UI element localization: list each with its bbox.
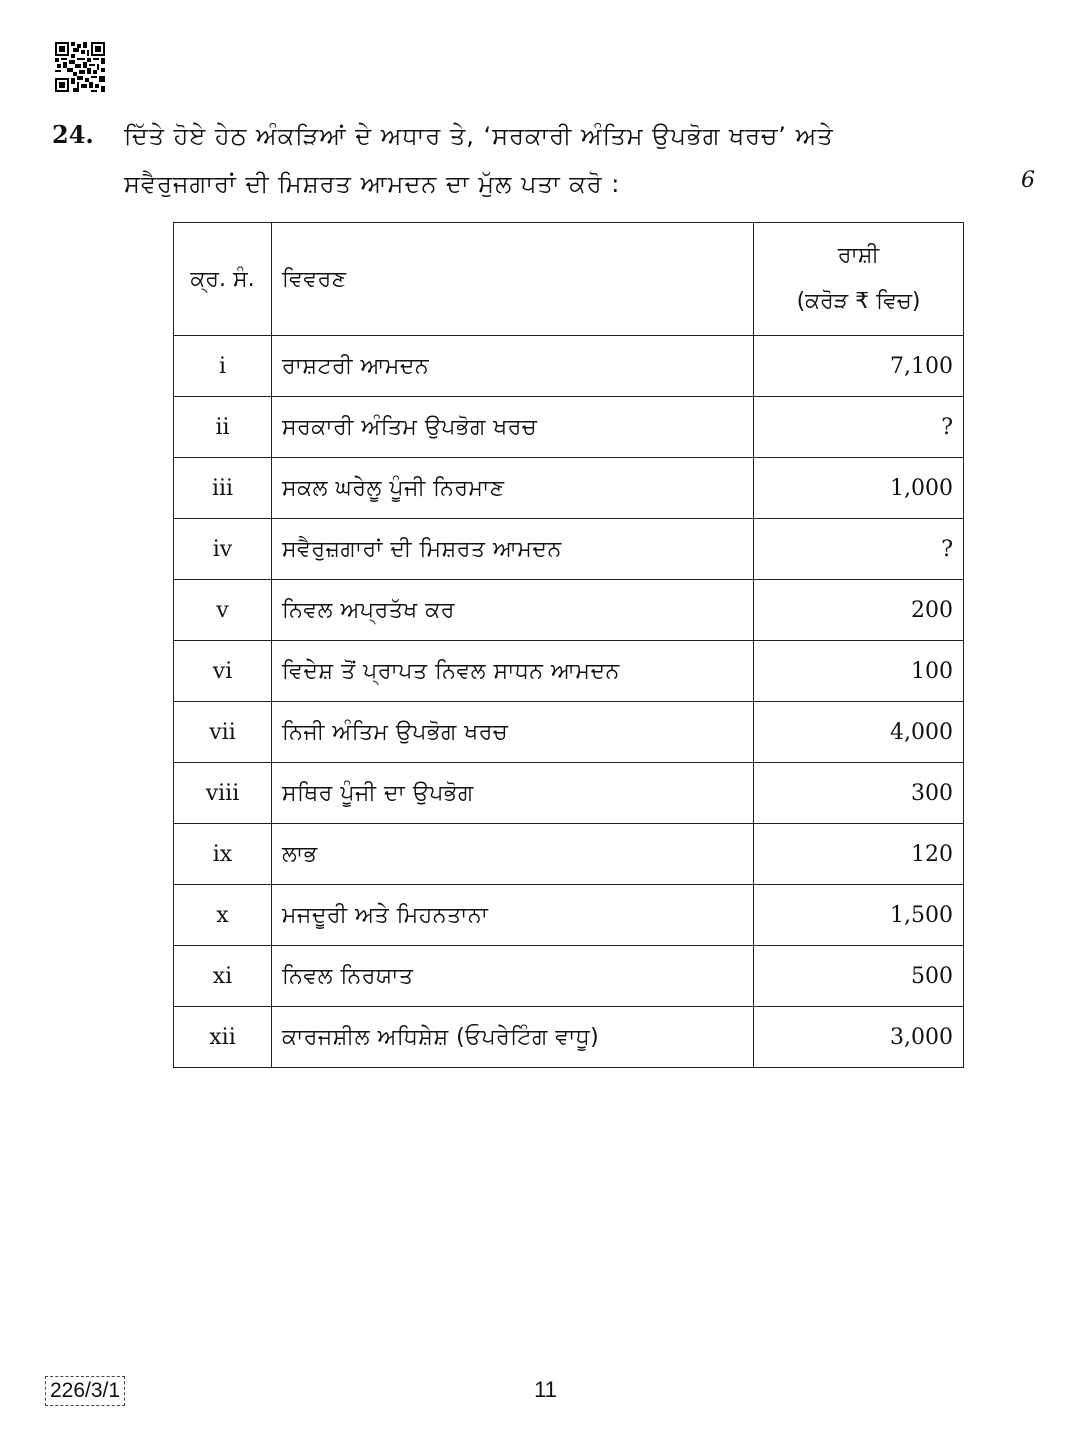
table-row xyxy=(174,885,964,946)
row-description: ਕਾਰਜਸ਼ੀਲ ਅਧਿਸ਼ੇਸ਼ (ਓਪਰੇਟਿੰਗ ਵਾਧੂ) xyxy=(272,1007,754,1068)
question-line-2: ਸਵੈਰੁਜਗਾਰਾਂ ਦੀ ਮਿਸ਼ਰਤ ਆਮਦਨ ਦਾ ਮੁੱਲ ਪਤਾ ਕਰੋ : xyxy=(124,170,621,198)
table-row xyxy=(174,397,964,458)
row-description: ਸਰਕਾਰੀ ਅੰਤਿਮ ਉਪਭੋਗ ਖਰਚ xyxy=(272,397,754,458)
paper-code: 226/3/1 xyxy=(45,1376,125,1406)
qr-code-icon xyxy=(54,42,106,92)
row-description: ਨਿਵਲ ਨਿਰਯਾਤ xyxy=(272,946,754,1007)
row-amount: 500 xyxy=(754,946,964,1007)
data-table xyxy=(173,222,964,1068)
header-amount xyxy=(754,223,964,336)
table-row xyxy=(174,336,964,397)
row-serial-number: ix xyxy=(174,824,272,885)
table-row xyxy=(174,1007,964,1068)
row-amount: ? xyxy=(754,397,964,458)
table-row xyxy=(174,641,964,702)
page-number: 11 xyxy=(534,1377,557,1402)
row-description: ਵਿਦੇਸ਼ ਤੋਂ ਪ੍ਰਾਪਤ ਨਿਵਲ ਸਾਧਨ ਆਮਦਨ xyxy=(272,641,754,702)
header-serial-number: ਕ੍ਰ. ਸੰ. xyxy=(174,223,272,336)
row-description: ਨਿਵਲ ਅਪ੍ਰਤੱਖ ਕਰ xyxy=(272,580,754,641)
table-row xyxy=(174,946,964,1007)
row-amount: 1,500 xyxy=(754,885,964,946)
question-number: 24. xyxy=(52,120,94,149)
row-amount: 4,000 xyxy=(754,702,964,763)
row-serial-number: xii xyxy=(174,1007,272,1068)
question-line-1: ਦਿੱਤੇ ਹੋਏ ਹੇਠ ਅੰਕੜਿਆਂ ਦੇ ਅਧਾਰ ਤੇ, ‘ਸਰਕਾਰੀ ਅੰਤਿਮ ਉਪਭੋਗ ਖਰਚ’ ਅਤੇ xyxy=(124,122,834,150)
question-marks: 6 xyxy=(1021,168,1035,193)
row-serial-number: vii xyxy=(174,702,272,763)
row-description: ਮਜਦੂਰੀ ਅਤੇ ਮਿਹਨਤਾਨਾ xyxy=(272,885,754,946)
row-amount: 1,000 xyxy=(754,458,964,519)
row-description: ਸਵੈਰੁਜ਼ਗਾਰਾਂ ਦੀ ਮਿਸ਼ਰਤ ਆਮਦਨ xyxy=(272,519,754,580)
row-serial-number: viii xyxy=(174,763,272,824)
row-amount: 100 xyxy=(754,641,964,702)
row-description: ਸਕਲ ਘਰੇਲੂ ਪੂੰਜੀ ਨਿਰਮਾਣ xyxy=(272,458,754,519)
table-row xyxy=(174,519,964,580)
header-amount-unit: (ਕਰੋੜ ₹ ਵਿਚ) xyxy=(796,289,921,314)
row-amount: 300 xyxy=(754,763,964,824)
table-row xyxy=(174,824,964,885)
table-row xyxy=(174,702,964,763)
row-serial-number: iii xyxy=(174,458,272,519)
row-serial-number: i xyxy=(174,336,272,397)
row-serial-number: vi xyxy=(174,641,272,702)
row-description: ਨਿਜੀ ਅੰਤਿਮ ਉਪਭੋਗ ਖਰਚ xyxy=(272,702,754,763)
row-serial-number: xi xyxy=(174,946,272,1007)
row-serial-number: x xyxy=(174,885,272,946)
header-amount-title: ਰਾਸ਼ੀ xyxy=(837,243,880,268)
row-serial-number: iv xyxy=(174,519,272,580)
row-amount: 7,100 xyxy=(754,336,964,397)
row-amount: 3,000 xyxy=(754,1007,964,1068)
row-serial-number: ii xyxy=(174,397,272,458)
question-text xyxy=(124,112,994,208)
row-amount: 120 xyxy=(754,824,964,885)
row-amount: ? xyxy=(754,519,964,580)
row-serial-number: v xyxy=(174,580,272,641)
row-description: ਸਥਿਰ ਪੂੰਜੀ ਦਾ ਉਪਭੋਗ xyxy=(272,763,754,824)
table-row xyxy=(174,580,964,641)
row-description: ਲਾਭ xyxy=(272,824,754,885)
table-header-row xyxy=(174,223,964,336)
table-row xyxy=(174,763,964,824)
header-particulars: ਵਿਵਰਣ xyxy=(272,223,754,336)
row-amount: 200 xyxy=(754,580,964,641)
table-row xyxy=(174,458,964,519)
row-description: ਰਾਸ਼ਟਰੀ ਆਮਦਨ xyxy=(272,336,754,397)
